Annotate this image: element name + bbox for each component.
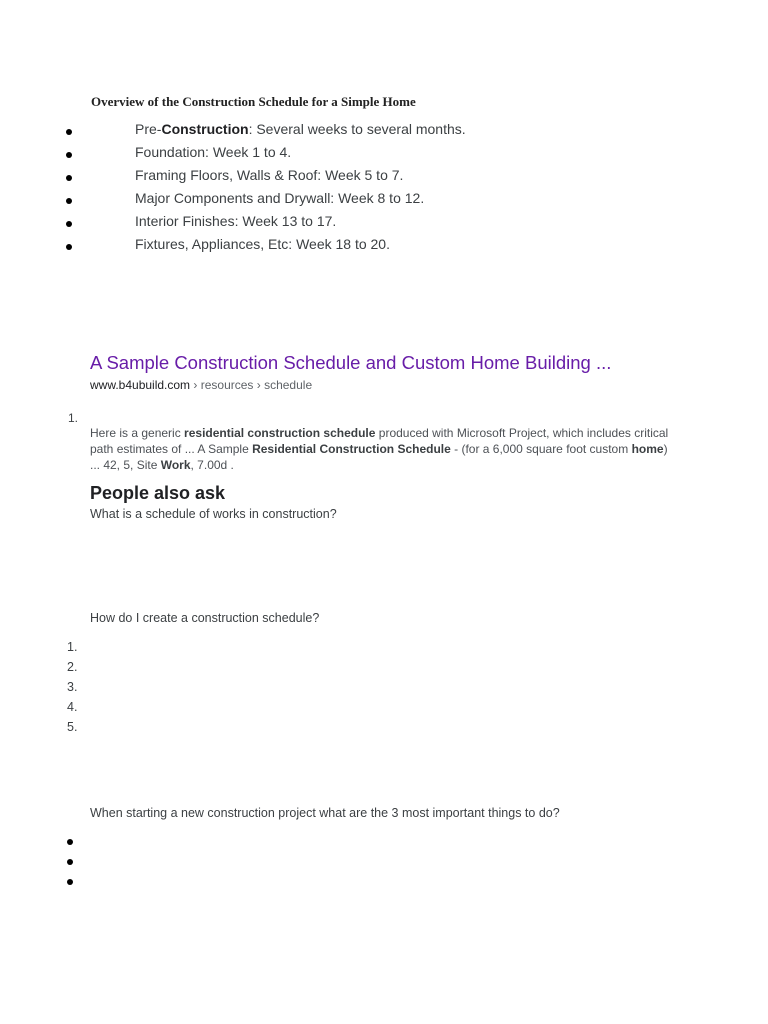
list-item-text: Interior Finishes: Week 13 to 17. (135, 213, 337, 229)
list-number: 1. (68, 411, 79, 425)
list-number: 3. (67, 680, 78, 694)
question-item[interactable]: What is a schedule of works in construction? (90, 507, 337, 521)
search-result-title-link[interactable]: A Sample Construction Schedule and Custom Home Building ... (90, 352, 612, 373)
bullet-icon (66, 129, 72, 135)
bullet-icon (66, 198, 72, 204)
list-item (0, 121, 768, 144)
search-result-snippet: Here is a generic residential construction schedule produced with Microsoft Project, which includes critical path estimates of ... A Sample Residential Construction Schedule - (for a 6,000 square foot custom home) ... 42, 5, Site Work, 7.00d . (90, 426, 669, 472)
list-item-text: Foundation: Week 1 to 4. (135, 144, 292, 160)
list-item (0, 236, 768, 259)
people-also-ask-heading: People also ask (90, 483, 226, 503)
list-item-text: Pre-Construction: Several weeks to several months. (135, 121, 466, 137)
list-item (0, 144, 768, 167)
list-item (0, 213, 768, 236)
list-item-text: Fixtures, Appliances, Etc: Week 18 to 20. (135, 236, 390, 252)
overview-title: Overview of the Construction Schedule for a Simple Home (91, 94, 416, 109)
list-number: 2. (67, 660, 78, 674)
list-item-text: Framing Floors, Walls & Roof: Week 5 to 7. (135, 167, 404, 183)
bullet-icon (67, 879, 73, 885)
list-item (0, 190, 768, 213)
bullet-icon (66, 221, 72, 227)
list-item (0, 167, 768, 190)
list-item-text: Major Components and Drywall: Week 8 to 12. (135, 190, 425, 206)
bullet-icon (66, 244, 72, 250)
question-item[interactable]: How do I create a construction schedule? (90, 611, 320, 625)
bullet-icon (66, 175, 72, 181)
list-number: 5. (67, 720, 78, 734)
question-item[interactable]: When starting a new construction project what are the 3 most important things to do? (90, 806, 560, 820)
overview-list (0, 121, 768, 259)
bullet-icon (67, 859, 73, 865)
list-number: 1. (67, 640, 78, 654)
bullet-icon (67, 839, 73, 845)
list-number: 4. (67, 700, 78, 714)
bullet-icon (66, 152, 72, 158)
search-result-url[interactable]: www.b4ubuild.com › resources › schedule (90, 378, 313, 392)
